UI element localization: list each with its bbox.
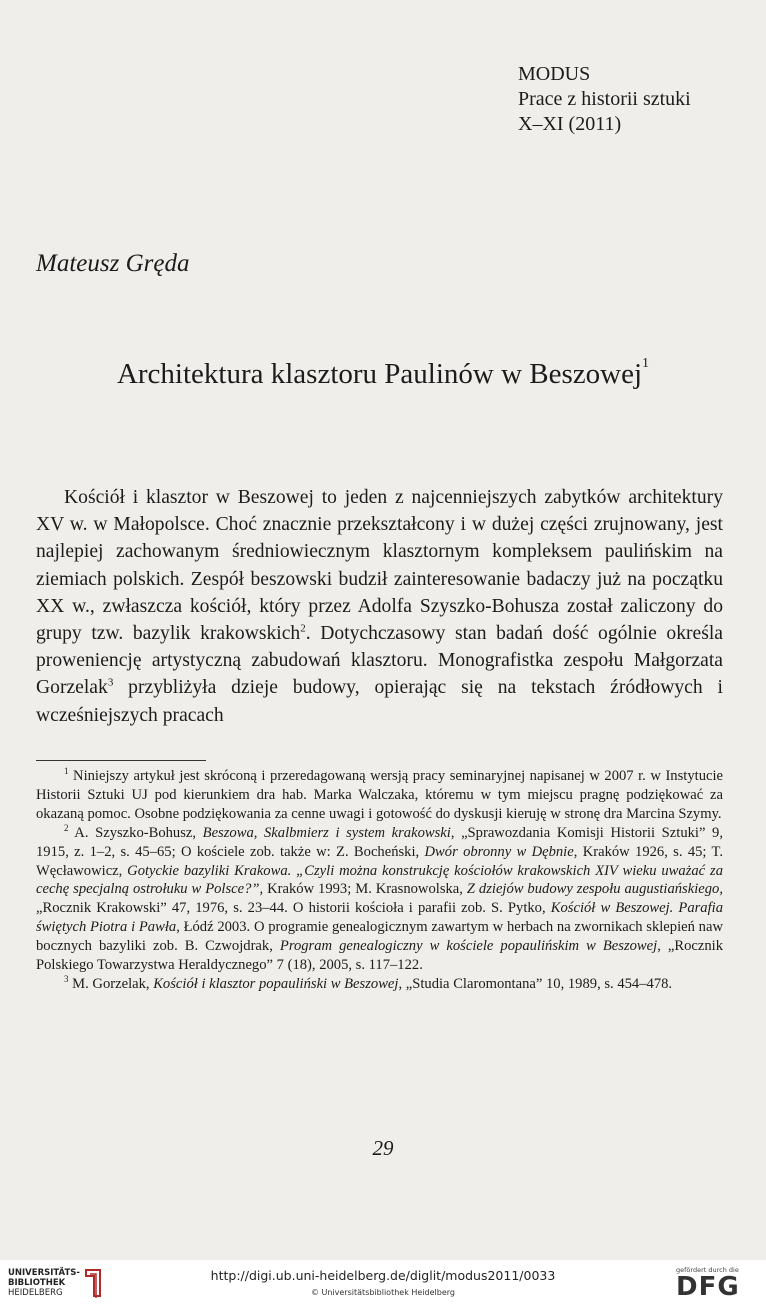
footnote-ref-1: 1 [642,356,650,371]
article-title-text: Architektura klasztoru Paulinów w Beszowej [116,358,643,390]
library-name-line: HEIDELBERG [8,1288,63,1298]
footnote-number: 3 [64,974,69,985]
footnote-3 [36,975,723,994]
footnote-text: , Kraków 1993; M. Krasnowolska, [259,881,467,898]
footnote-text: A. Szyszko-Bohusz, [68,824,203,841]
footnote-text: , Kraków 1926, s. 45; T. Węcławowicz, [36,843,724,879]
article-title [0,358,766,391]
body-text-3: przybliżyła dzieje budowy, opierając się na tekstach źródłowych i wcześniejszych pracach [36,677,723,726]
citation-title: Z dziejów budowy zespołu augustiańskiego [466,881,720,898]
footnotes [36,767,723,994]
footnote-text: , „Studia Claromontana” 10, 1989, s. 454–478. [398,975,673,992]
citation-title: Kościół w Beszowej. Parafia świętych Piotra i Pawła [36,900,724,936]
footnote-1 [36,767,723,824]
citation-title: Kościół i klasztor popauliński w Beszowej [153,975,399,992]
body-paragraph [36,484,723,729]
journal-subtitle: Prace z historii sztuki [518,88,691,110]
footnote-text: Niniejszy artykuł jest skróconą i przeredagowaną wersją pracy seminaryjnej napisanej w 2007 r. w Instytucie Historii Sztuki UJ pod kierunkiem dra hab. Marka Walczaka, któremu w tym miejscu pragnę podziękować za okazaną pomoc. Osobne podziękowania za cenne uwagi i gotowość do dyskusji kieruję w stronę dra Marcina Szymy. [36,768,723,822]
copyright-text: © Universitätsbibliothek Heidelberg [310,1288,455,1297]
citation-title: Program genealogiczny w kościele popaulińskim w Beszowej [279,938,658,955]
digitization-footer [0,1260,766,1306]
footnote-text: , Łódź 2003. O programie genealogicznym zawartym w herbach na zwornikach sklepień naw bocznych bazyliki zob. B. Czwojdrak, [36,919,723,955]
footnote-text: M. Gorzelak, [68,975,154,992]
citation-title: Beszowa, Skalbmierz i system krakowski [202,824,451,841]
journal-volume: X–XI (2011) [518,113,622,135]
footnote-text: , „Rocznik Polskiego Towarzystwa Heraldycznego” 7 (18), 2005, s. 117–122. [36,938,724,974]
journal-header [518,62,691,137]
citation-title: Dwór obronny w Dębnie [424,843,574,860]
footnote-divider [36,760,206,761]
funding-note: gefördert durch die [676,1266,739,1274]
body-text-1: Kościół i klasztor w Beszowej to jeden z najcenniejszych zabytków architektury XV w. w Małopolsce. Choć znacznie przekształcony i w dużej części zrujnowany, jest najlepiej zachowanym średniowiecznym klasztornym kompleksem paulińskim na ziemiach polskich. Zespół beszowski budził zainteresowanie badaczy już na początku XX w., zwłaszcza kościół, który przez Adolfa Szyszko-Bohusza został zaliczony do grupy tzw. bazylik krakowskich [36,487,723,645]
footnote-ref-3: 3 [107,676,114,689]
footnote-number: 2 [64,822,69,833]
footnote-ref-2: 2 [300,622,306,635]
source-url-link[interactable]: http://digi.ub.uni-heidelberg.de/diglit/modus2011/0033 [210,1268,556,1283]
library-name-line: UNIVERSITÄTS- [8,1268,80,1278]
footnote-number: 1 [64,766,69,777]
footnote-text: , „Rocznik Krakowski” 47, 1976, s. 23–44. O historii kościoła i parafii zob. S. Pytko, [36,881,723,917]
footnote-2 [36,824,723,975]
footnote-text: , „Sprawozdania Komisji Historii Sztuki” 9, 1915, z. 1–2, s. 45–65; O kościele zob. także w: Z. Bocheński, [36,824,723,860]
dfg-logo: DFG [676,1272,740,1302]
body-text-2: . Dotychczasowy stan badań dość ogólnie określa proweniencję artystyczną zabudowań klasztoru. Monografistka zespołu Małgorzata Gorzelak [36,623,723,699]
page-number: 29 [372,1136,394,1160]
author-name: Mateusz Gręda [36,250,190,277]
citation-title: Gotyckie bazyliki Krakowa. „Czyli można konstrukcję kościołów krakowskich XIV wieku uważać za cechę specjalną ostrołuku w Polsce?” [36,862,723,898]
journal-name: MODUS [518,63,591,85]
library-name-line: BIBLIOTHEK [8,1278,66,1288]
